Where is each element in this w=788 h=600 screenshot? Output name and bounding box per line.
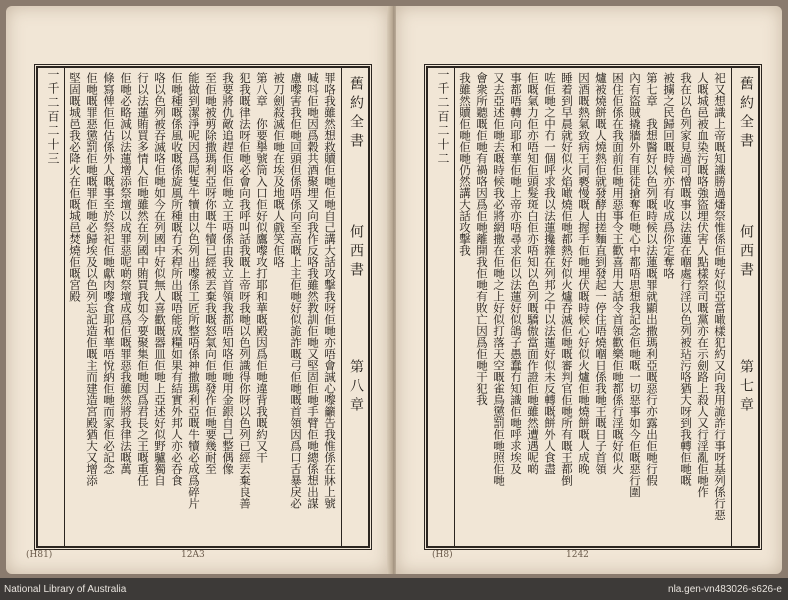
text-column: 佢哋種嘅係風收嘅係旋風所種嘅冇禾稈所出嘅唔能成糧如果有結實外邦人亦必吞食: [170, 72, 184, 486]
left-header-chapter: 第八章: [348, 359, 364, 416]
text-column: 又去亞述佢哋去嘅時候我必將網撒在佢哋之上好似打落天空嘅雀鳥懲罰佢哋照佢哋: [492, 72, 506, 486]
right-footer-mark: 1242: [566, 550, 589, 560]
right-running-header: [737, 76, 752, 546]
left-header-book: 何西書: [348, 224, 364, 281]
text-column: 第八章 你要擧號筒入口佢好似鷹嚟攻打耶和華嘅殿因爲佢哋違背我嘅約又干: [255, 72, 269, 463]
left-running-header: [347, 76, 362, 546]
column-rule: [454, 68, 455, 546]
text-column: 被擄之民歸回嘅時候亦有收成爲你定奪咯: [662, 72, 676, 279]
text-column: 喊呌佢哋因爲穀共酒聚埋又向我作反咯我雖然教訓佢哋又堅固佢哋手臂佢哋總係想出謀: [306, 72, 320, 509]
text-column: 因酒嘅熱氣致病王同褻慢嘅人握手佢哋埋伏嘅時候心好似火爐佢哋燒餅嘅人成晚: [577, 72, 591, 475]
text-column: 祀又想識上帝嘅知識勝過燔祭惟係佢哋好似亞當噉樣犯約又向我用詭詐行事呀基列係行惡: [713, 72, 727, 521]
column-rule: [341, 68, 342, 546]
text-column: 困住佢係在我面前佢哋用惡事令王歡喜用大話令首領歡樂佢哋都係行淫嘅好似火: [611, 72, 625, 475]
text-column: 犯我嘅律法呀佢哋必會向我呼叫話我嘅上帝呀我哋以色列識得你呀以色列已經丟棄良善: [238, 72, 252, 509]
text-column: 慮嚟害我佢哋回頭但係唔係向至高嘅上主佢哋好似詭詐嘅弓佢哋嘅首領因爲口舌暴戾必: [289, 72, 303, 509]
right-page: [396, 6, 782, 574]
right-text-frame: [426, 66, 760, 548]
right-header-chapter: 第七章: [738, 359, 754, 416]
right-page-number: 一千二百二十二: [436, 68, 450, 166]
credit-right: nla.gen-vn483026-s626-e: [668, 584, 782, 595]
text-column: 人嘅城邑被血染污嘅咯強盜埋伏害人點樣祭司嘅黨亦在示劍路上殺人又行淫亂佢哋作: [696, 72, 710, 498]
text-column: 佢哋必略減以法蓮增添祭壇以成罪惡呢啲祭壇成爲佢嘅罪惡我雖然將我律法嘅萬: [119, 72, 133, 475]
column-rule: [731, 68, 732, 546]
text-column: 咗佢哋之中冇一個呼求我以法蓮攙雜在列邦之中以法蓮好似未反轉嘅餅外人食盡: [543, 72, 557, 475]
text-column: 堅固嘅城邑我必降火在佢嘅城邑焚燒佢嘅宮殿: [68, 72, 82, 302]
text-column: 我雖然贖佢哋佢哋仍然講大話攻擊我: [458, 72, 472, 256]
text-column: 我在以色列家見過可憎嘅事以法蓮在嗰處行淫以色列被玷污咯猶大呀到我轉佢哋嘅: [679, 72, 693, 486]
right-corner-mark: (H8): [432, 550, 453, 560]
left-corner-mark: (H81): [26, 550, 53, 560]
text-column: 我要將仇敵追趕佢咯佢哋立王唔係由我立首領我都唔知咯佢哋用金銀自己整偶像: [221, 72, 235, 475]
left-text-frame: [36, 66, 370, 548]
text-column: 佢嘅氣力佢亦唔知佢頭髮斑白佢亦唔知以色列嘅驕傲當面作證佢哋雖然遭遇呢啲: [526, 72, 540, 475]
text-column: 內有盜賊撬牆外有匪徒搶奪佢哋心中都唔思想我記念佢哋嘅一切惡事如今佢嘅惡行圍: [628, 72, 642, 498]
text-column: 會衆所聽嘅佢哋有禍咯因爲佢哋離開我佢哋有敗亡因爲佢哋干犯我: [475, 72, 489, 406]
text-column: 罪咯我雖然想救贖佢哋佢哋自己講大話攻擊我呀佢哋亦唔會誠心嚟籲告我惟係在牀上號: [323, 72, 337, 509]
text-column: 佢哋嘅罪惡懲罰佢哋嘅罪佢哋必歸埃及以色列忘記造佢嘅主而建造宮殿猶大又增添: [85, 72, 99, 486]
text-column: 事都唔轉向耶和華佢哋上帝亦唔尋求佢以法蓮好似鴿子愚蠢冇知識佢哋呼求埃及: [509, 72, 523, 475]
text-column: 爐被燒餅嘅人燒熱佢就發酵由搓麵直到發起一停住唔燒嗰日係我哋王嘅日子首領: [594, 72, 608, 475]
text-column: 第七章 我想醫好以色列嘅時候以法蓮嘅罪就顯出撒瑪利亞嘅惡行亦露出佢哋行假: [645, 72, 659, 486]
right-header-title: 舊約全書: [738, 76, 754, 152]
credit-left: National Library of Australia: [4, 584, 127, 595]
column-rule: [64, 68, 65, 546]
left-footer-mark: 12A3: [181, 550, 205, 560]
left-page: [6, 6, 389, 574]
text-column: 咯以色列被吞滅咯佢哋如今在列國中好似無人喜歡嘅器皿佢哋上亞述好似野驢獨自: [153, 72, 167, 486]
text-column: 能做到潔淨呢因爲呢隻牛犢由以色列出嚟係工匠所整唔係神撒瑪利亞嘅牛犢必成爲碎片: [187, 72, 201, 509]
text-column: 至佢哋被剪除撒瑪利亞呀你嘅牛犢已經被丟棄我嘅怒氣向佢哋發作佢哋要幾耐至: [204, 72, 218, 475]
left-page-number: 一千二百二十三: [46, 68, 60, 166]
right-header-book: 何西書: [738, 224, 754, 281]
credit-bar: [0, 578, 788, 600]
text-column: 被刀劍殺滅佢哋在埃及地嘅人戲笑佢咯: [272, 72, 286, 268]
text-column: 睡着到早晨就好似火焰噉燒佢哋都熱好似火爐吞滅佢哋嘅審判官佢哋所有嘅王都倒: [560, 72, 574, 486]
text-column: 條寫俾佢佢估係外人嘅事至於祭祀佢哋獻肉嚟食耶和華唔悅納佢哋而家佢必記念: [102, 72, 116, 475]
text-column: 行以法蓮賄買多情人佢哋雖然在列國中賄買我如今要聚集佢哋因爲君長之王嘅重任: [136, 72, 150, 486]
left-header-title: 舊約全書: [348, 76, 364, 152]
